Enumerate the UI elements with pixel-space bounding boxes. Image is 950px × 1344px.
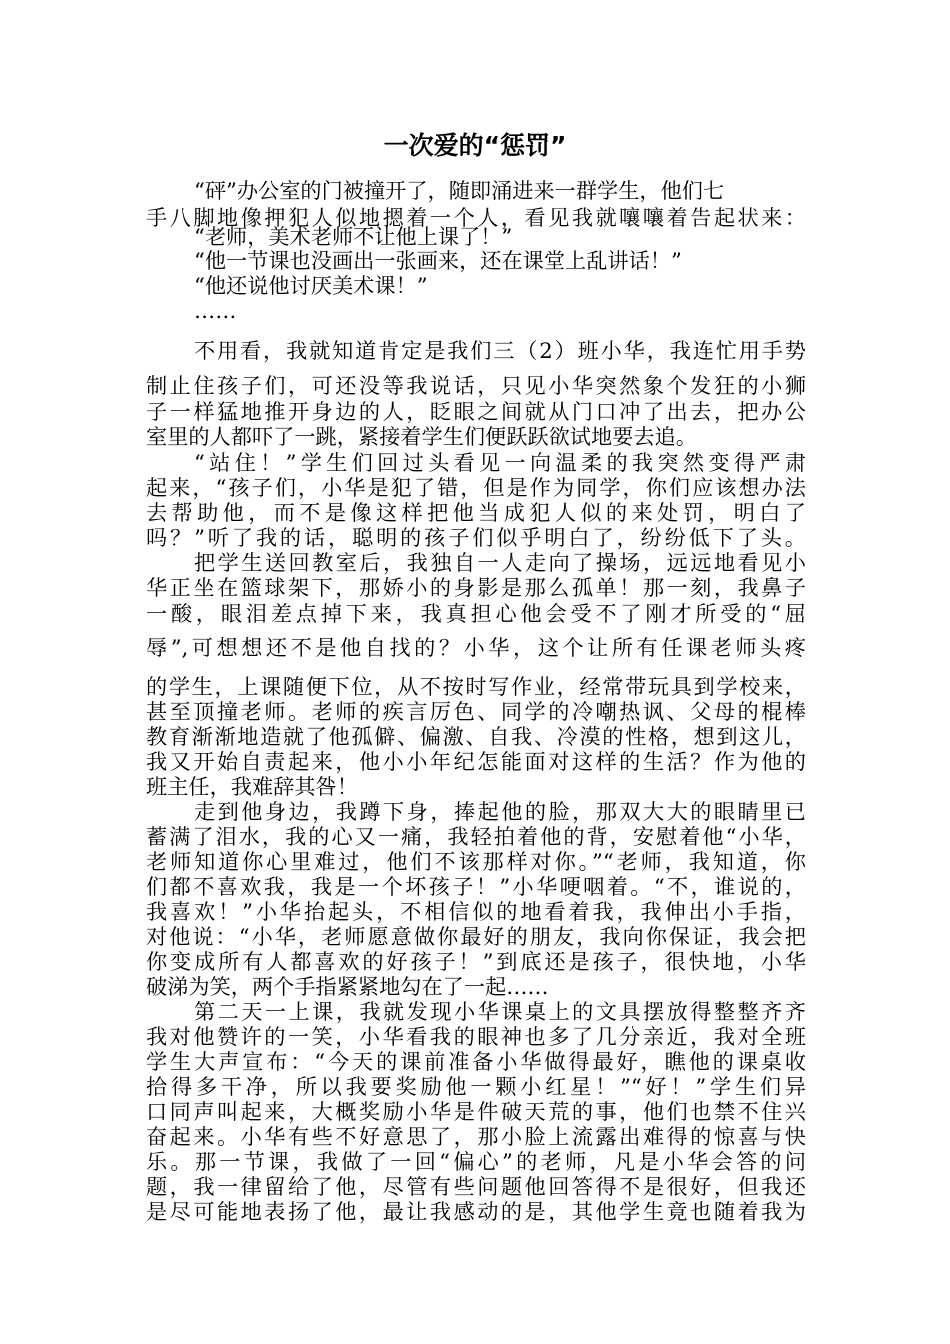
text-line: 去帮助他，而不是像这样把他当成犯人似的来处罚，明白了 xyxy=(146,500,806,525)
document-title: 一次爱的“惩罚” xyxy=(383,131,567,160)
text-line: 口同声叫起来，大概奖励小华是件破天荒的事，他们也禁不住兴 xyxy=(146,1099,806,1124)
text-line: 不用看，我就知道肯定是我们三（2）班小华，我连忙用手势 xyxy=(194,338,806,363)
text-line: 学生大声宣布：“今天的课前准备小华做得最好，瞧他的课桌收 xyxy=(146,1049,806,1074)
text-line: 乐。那一节课，我做了一回“偏心”的老师，凡是小华会答的问 xyxy=(146,1149,806,1174)
text-line: 手八脚地像押犯人似地摁着一个人，看见我就嚷嚷着告起状来： xyxy=(146,205,806,230)
text-line: “他还说他讨厌美术课！” xyxy=(194,273,428,298)
text-line: …… xyxy=(194,298,237,323)
text-line: “砰”办公室的门被撞开了，随即涌进来一群学生，他们七 xyxy=(194,178,725,203)
text-line: 第二天一上课，我就发现小华课桌上的文具摆放得整整齐齐 xyxy=(194,999,806,1024)
text-line: “站住！”学生们回过头看见一向温柔的我突然变得严肃 xyxy=(194,450,806,475)
text-line: 的学生，上课随便下位，从不按时写作业，经常带玩具到学校来， xyxy=(146,674,806,699)
text-line: 起来，“孩子们，小华是犯了错，但是作为同学，你们应该想办法 xyxy=(146,475,806,500)
text-line: “他一节课也没画出一张画来，还在课堂上乱讲话！” xyxy=(194,248,682,273)
text-line: 华正坐在篮球架下，那娇小的身影是那么孤单！那一刻，我鼻子 xyxy=(146,575,806,600)
text-line: 蓄满了泪水，我的心又一痛，我轻拍着他的背，安慰着他“小华， xyxy=(146,824,806,849)
text-line: 拾得多干净，所以我要奖励他一颗小红星！”“好！”学生们异 xyxy=(146,1074,806,1099)
text-line: 班主任，我难辞其咎！ xyxy=(146,774,358,799)
text-line: 把学生送回教室后，我独自一人走向了操场，远远地看见小 xyxy=(194,550,806,575)
text-line: 子一样猛地推开身边的人，眨眼之间就从门口冲了出去，把办公 xyxy=(146,399,806,424)
text-line: 辱”,可想想还不是他自找的？小华，这个让所有任课老师头疼 xyxy=(146,635,806,660)
text-line: 破涕为笑，两个手指紧紧地勾在了一起…… xyxy=(146,974,549,999)
text-line: 是尽可能地表扬了他，最让我感动的是，其他学生竟也随着我为 xyxy=(146,1199,806,1224)
text-line: 一酸，眼泪差点掉下来，我真担心他会受不了刚才所受的“屈 xyxy=(146,601,806,626)
text-line: 我对他赞许的一笑，小华看我的眼神也多了几分亲近，我对全班 xyxy=(146,1024,806,1049)
text-line: 甚至顶撞老师。老师的疾言厉色、同学的冷嘲热讽、父母的棍棒 xyxy=(146,699,806,724)
text-line: “老师，美术老师不让他上课了！” xyxy=(194,224,513,249)
text-line: 制止住孩子们，可还没等我说话，只见小华突然象个发狂的小狮 xyxy=(146,373,806,398)
text-line: 吗？”听了我的话，聪明的孩子们似乎明白了，纷纷低下了头。 xyxy=(146,525,806,550)
text-line: 室里的人都吓了一跳，紧接着学生们便跃跃欲试地要去追。 xyxy=(146,424,697,449)
text-line: 我又开始自责起来，他小小年纪怎能面对这样的生活？作为他的 xyxy=(146,749,806,774)
text-line: 对他说：“小华，老师愿意做你最好的朋友，我向你保证，我会把 xyxy=(146,924,806,949)
text-line: 走到他身边，我蹲下身，捧起他的脸，那双大大的眼睛里已 xyxy=(194,799,806,824)
text-line: 奋起来。小华有些不好意思了，那小脸上流露出难得的惊喜与快 xyxy=(146,1124,806,1149)
text-line: 教育渐渐地造就了他孤僻、偏激、自我、冷漠的性格，想到这儿， xyxy=(146,724,806,749)
text-line: 题，我一律留给了他，尽管有些问题他回答得不是很好，但我还 xyxy=(146,1174,806,1199)
text-line: 们都不喜欢我，我是一个坏孩子！”小华哽咽着。“不，谁说的， xyxy=(146,874,806,899)
text-line: 我喜欢！”小华抬起头，不相信似的地看着我，我伸出小手指， xyxy=(146,899,806,924)
text-line: 老师知道你心里难过，他们不该那样对你。”“老师，我知道，你 xyxy=(146,849,806,874)
text-line: 你变成所有人都喜欢的好孩子！”到底还是孩子，很快地，小华 xyxy=(146,949,806,974)
